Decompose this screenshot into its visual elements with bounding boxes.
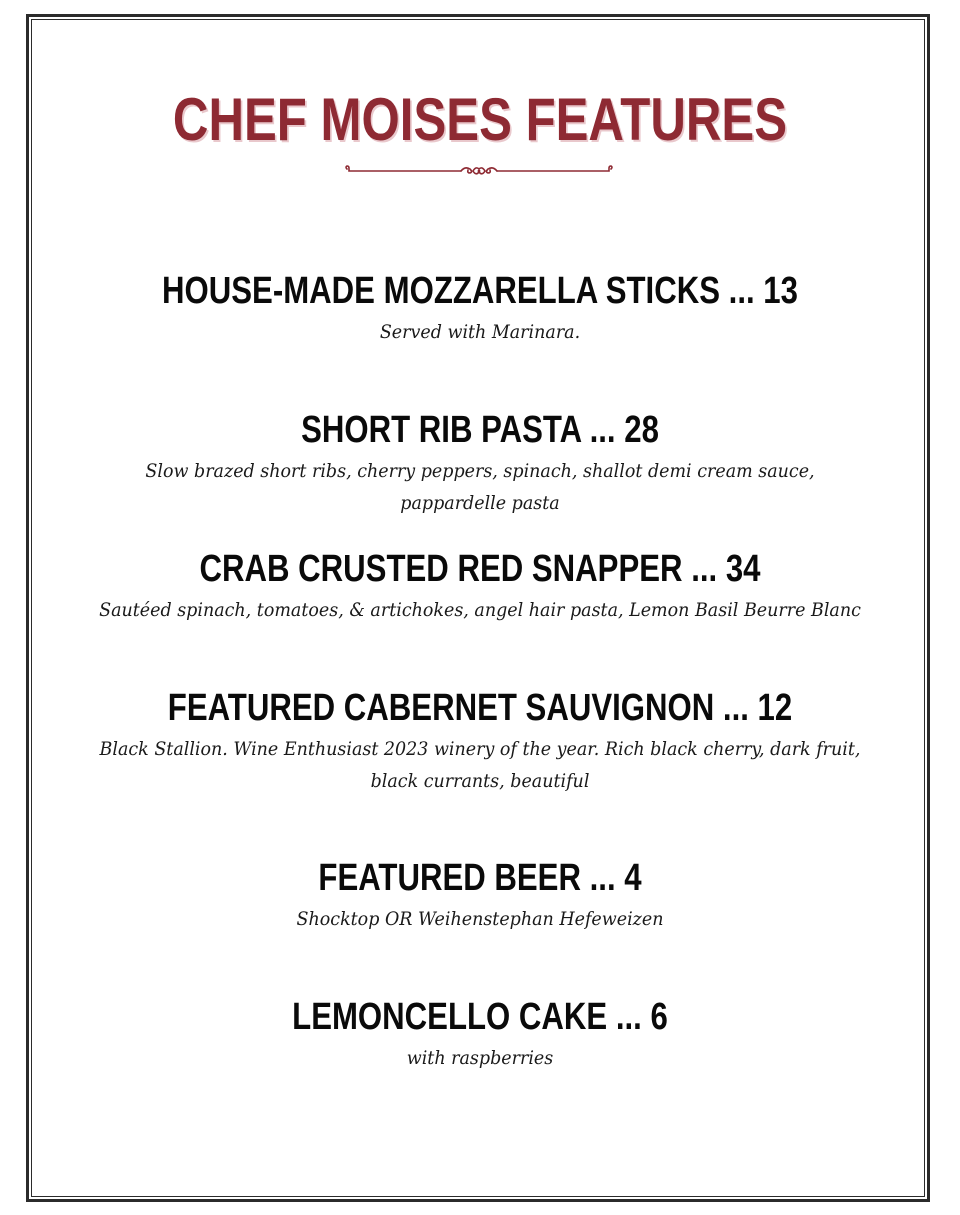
item-name: CRAB CRUSTED RED SNAPPER ... 34 bbox=[199, 548, 761, 590]
item-name: FEATURED CABERNET SAUVIGNON ... 12 bbox=[167, 687, 793, 729]
item-description: Shocktop OR Weihenstephan Hefeweizen bbox=[296, 908, 664, 930]
item-description: Slow brazed short ribs, cherry peppers, spinach, shallot demi cream sauce, pappardelle pasta bbox=[145, 460, 815, 514]
item-description: Black Stallion. Wine Enthusiast 2023 winery of the year. Rich black cherry, dark fruit, black currants, beautiful bbox=[99, 738, 861, 792]
menu-item bbox=[60, 853, 900, 935]
item-description: Served with Marinara. bbox=[379, 321, 581, 343]
menu-item bbox=[60, 266, 900, 348]
item-description: with raspberries bbox=[406, 1047, 554, 1069]
item-description: Sautéed spinach, tomatoes, & artichokes, angel hair pasta, Lemon Basil Beurre Blanc bbox=[99, 599, 861, 621]
item-name: SHORT RIB PASTA ... 28 bbox=[301, 409, 659, 451]
menu-item bbox=[60, 992, 900, 1074]
menu-item bbox=[60, 405, 900, 519]
item-name: FEATURED BEER ... 4 bbox=[318, 857, 642, 899]
menu-title: CHEF MOISES FEATURES bbox=[172, 86, 788, 153]
menu-item bbox=[60, 544, 900, 626]
item-name: LEMONCELLO CAKE ... 6 bbox=[292, 996, 668, 1038]
menu-item bbox=[60, 683, 900, 797]
ornamental-flourish-icon bbox=[343, 160, 615, 182]
item-name: HOUSE-MADE MOZZARELLA STICKS ... 13 bbox=[162, 270, 798, 312]
